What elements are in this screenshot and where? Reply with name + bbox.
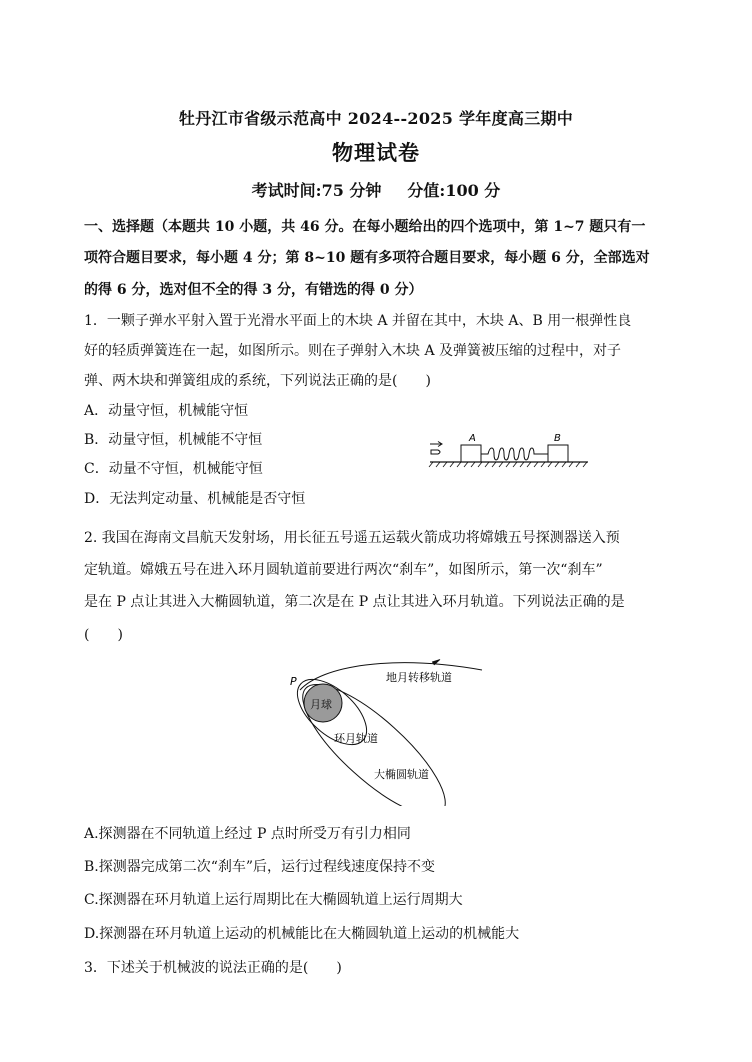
- q1-line-1: 1．一颗子弹水平射入置于光滑水平面上的木块 A 并留在其中，木块 A、B 用一根弹性良: [84, 313, 632, 329]
- q1-line-2: 好的轻质弹簧连在一起，如图所示。则在子弹射入木块 A 及弹簧被压缩的过程中，对子: [84, 343, 622, 359]
- q2-line-4: ( ): [84, 627, 123, 643]
- section1-line-3: 的得 6 分，选对但不全的得 3 分，有错选的得 0 分）: [84, 282, 423, 298]
- label-a: A: [469, 433, 476, 444]
- q1-line-3: 弹、两木块和弹簧组成的系统，下列说法正确的是( ): [84, 373, 431, 389]
- school-title: 牡丹江市省级示范高中 2024--2025 学年度高三期中: [178, 109, 574, 128]
- q2-option-b: B.探测器完成第二次“刹车”后，运行过程线速度保持不变: [84, 859, 436, 875]
- label-p: P: [290, 675, 297, 688]
- lunar-orbit-label: 环月轨道: [334, 732, 378, 745]
- q1-figure: [428, 430, 593, 472]
- bullet-shape: [431, 450, 440, 454]
- q2-line-2: 定轨道。嫦娥五号在进入环月圆轨道前要进行两次“刹车”，如图所示，第一次“刹车”: [84, 562, 603, 578]
- q2-option-a: A.探测器在不同轨道上经过 P 点时所受万有引力相同: [84, 826, 411, 842]
- ellipse-orbit-label: 大椭圆轨道: [374, 768, 429, 781]
- q2-line-3: 是在 P 点让其进入大椭圆轨道，第二次是在 P 点让其进入环月轨道。下列说法正确的是: [84, 594, 625, 610]
- block-a: [461, 445, 481, 462]
- block-b: [548, 445, 568, 462]
- subject-title: 物理试卷: [332, 140, 420, 165]
- q2-option-c: C.探测器在环月轨道上运行周期比在大椭圆轨道上运行周期大: [84, 892, 463, 908]
- exam-info: [0, 178, 752, 201]
- time-label: 考试时间:75 分钟: [251, 181, 382, 200]
- label-b: B: [554, 433, 561, 444]
- transfer-orbit-label: 地月转移轨道: [386, 671, 452, 684]
- q1-option-b: B．动量守恒，机械能不守恒: [84, 432, 263, 448]
- q1-option-a: A．动量守恒，机械能守恒: [84, 403, 249, 419]
- section1-line-1: 一、选择题（本题共 10 小题，共 46 分。在每小题给出的四个选项中，第 1~7 题只有一: [84, 219, 646, 235]
- q2-option-d: D.探测器在环月轨道上运动的机械能比在大椭圆轨道上运动的机械能大: [84, 926, 520, 942]
- q1-option-c: C．动量不守恒，机械能守恒: [84, 461, 263, 477]
- q1-option-d: D．无法判定动量、机械能是否守恒: [84, 491, 306, 507]
- score-label: 分值:100 分: [407, 181, 501, 200]
- spring: [481, 448, 548, 460]
- section1-line-2: 项符合题目要求，每小题 4 分；第 8~10 题有多项符合题目要求，每小题 6 分，全部选对: [84, 250, 650, 266]
- q3-stem: 3．下述关于机械波的说法正确的是( ): [84, 960, 342, 976]
- ground-hatch: [429, 462, 587, 467]
- q2-figure: [282, 648, 487, 806]
- moon-label: 月球: [310, 698, 332, 711]
- q2-line-1: 2. 我国在海南文昌航天发射场，用长征五号遥五运载火箭成功将嫦娥五号探测器送入预: [84, 530, 620, 546]
